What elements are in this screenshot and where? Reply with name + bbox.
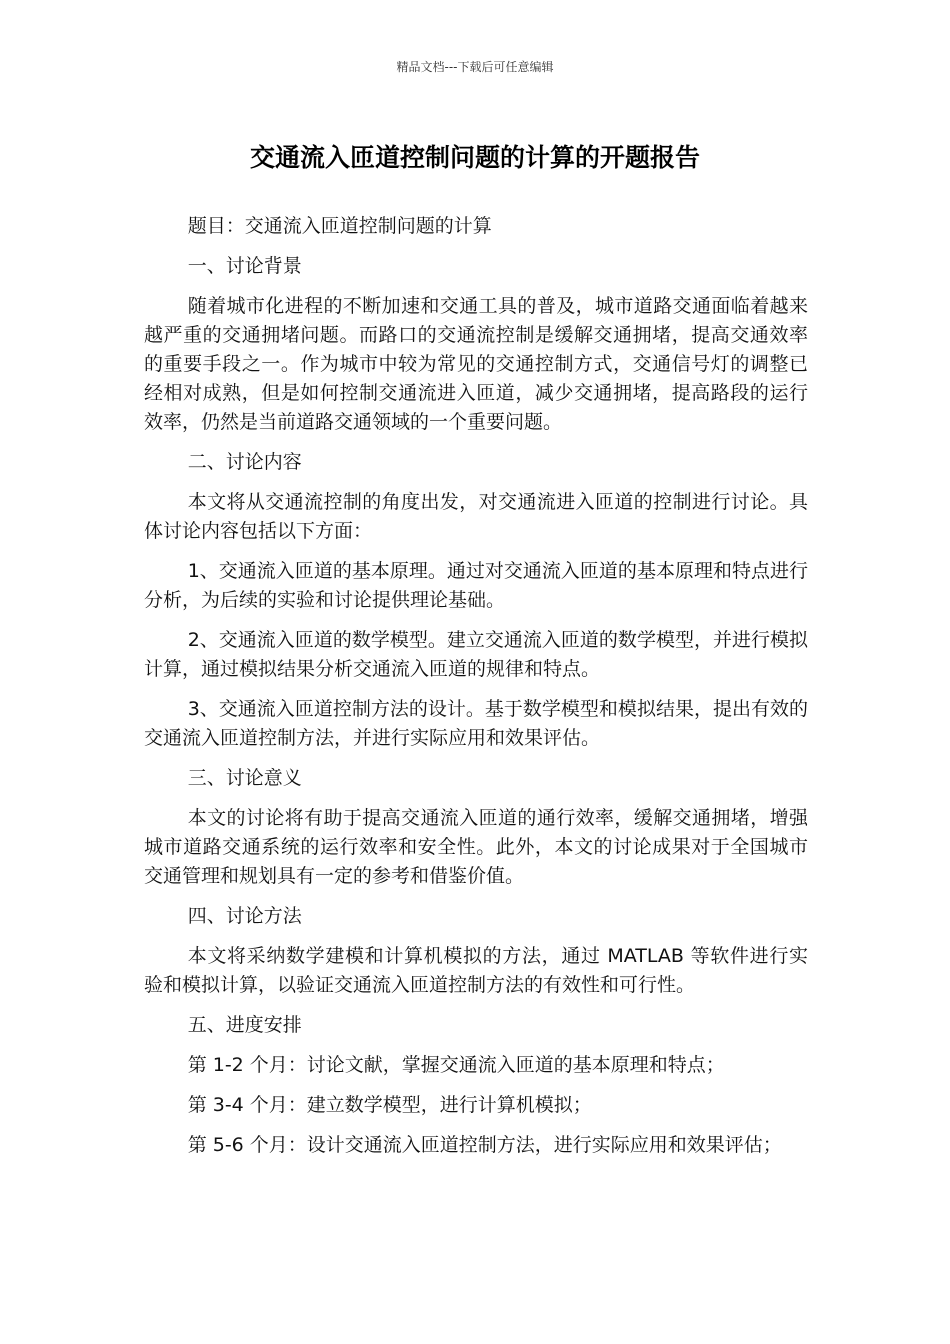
section-heading-significance: 三、讨论意义	[187, 767, 302, 789]
content-intro-paragraph: 本文将从交通流控制的角度出发，对交通流进入匝道的控制进行讨论。具体讨论内容包括以下方面：	[144, 491, 808, 542]
section-heading-content: 二、讨论内容	[187, 451, 302, 473]
header-note: 精品文档---下载后可任意编辑	[396, 60, 554, 74]
content-item-2: 2、交通流入匝道的数学模型。建立交通流入匝道的数学模型，并进行模拟计算，通过模拟结果分析交通流入匝道的规律和特点。	[144, 629, 808, 680]
section-heading-background: 一、讨论背景	[187, 255, 302, 277]
background-paragraph: 随着城市化进程的不断加速和交通工具的普及，城市道路交通面临着越来越严重的交通拥堵问题。而路口的交通流控制是缓解交通拥堵，提高交通效率的重要手段之一。作为城市中较为常见的交通控制方式，交通信号灯的调整已经相对成熟，但是如何控制交通流进入匝道，减少交通拥堵，提高路段的运行效率，仍然是当前道路交通领域的一个重要问题。	[144, 295, 808, 433]
section-heading-schedule: 五、进度安排	[187, 1014, 302, 1036]
content-item-1: 1、交通流入匝道的基本原理。通过对交通流入匝道的基本原理和特点进行分析，为后续的实验和讨论提供理论基础。	[144, 560, 808, 611]
schedule-item-3: 第 5-6 个月：设计交通流入匝道控制方法，进行实际应用和效果评估；	[187, 1134, 782, 1156]
method-paragraph: 本文将采纳数学建模和计算机模拟的方法，通过 MATLAB 等软件进行实验和模拟计算，以验证交通流入匝道控制方法的有效性和可行性。	[144, 945, 808, 996]
schedule-item-1: 第 1-2 个月：讨论文献，掌握交通流入匝道的基本原理和特点；	[187, 1054, 725, 1076]
topic-line: 题目：交通流入匝道控制问题的计算	[187, 215, 492, 237]
content-item-3: 3、交通流入匝道控制方法的设计。基于数学模型和模拟结果，提出有效的交通流入匝道控制方法，并进行实际应用和效果评估。	[144, 698, 808, 749]
schedule-item-2: 第 3-4 个月：建立数学模型，进行计算机模拟；	[187, 1094, 592, 1116]
section-heading-method: 四、讨论方法	[187, 905, 302, 927]
significance-paragraph: 本文的讨论将有助于提高交通流入匝道的通行效率，缓解交通拥堵，增强城市道路交通系统的运行效率和安全性。此外，本文的讨论成果对于全国城市交通管理和规划具有一定的参考和借鉴价值。	[144, 807, 808, 887]
document-title: 交通流入匝道控制问题的计算的开题报告	[249, 143, 700, 172]
document-body	[144, 212, 808, 1171]
